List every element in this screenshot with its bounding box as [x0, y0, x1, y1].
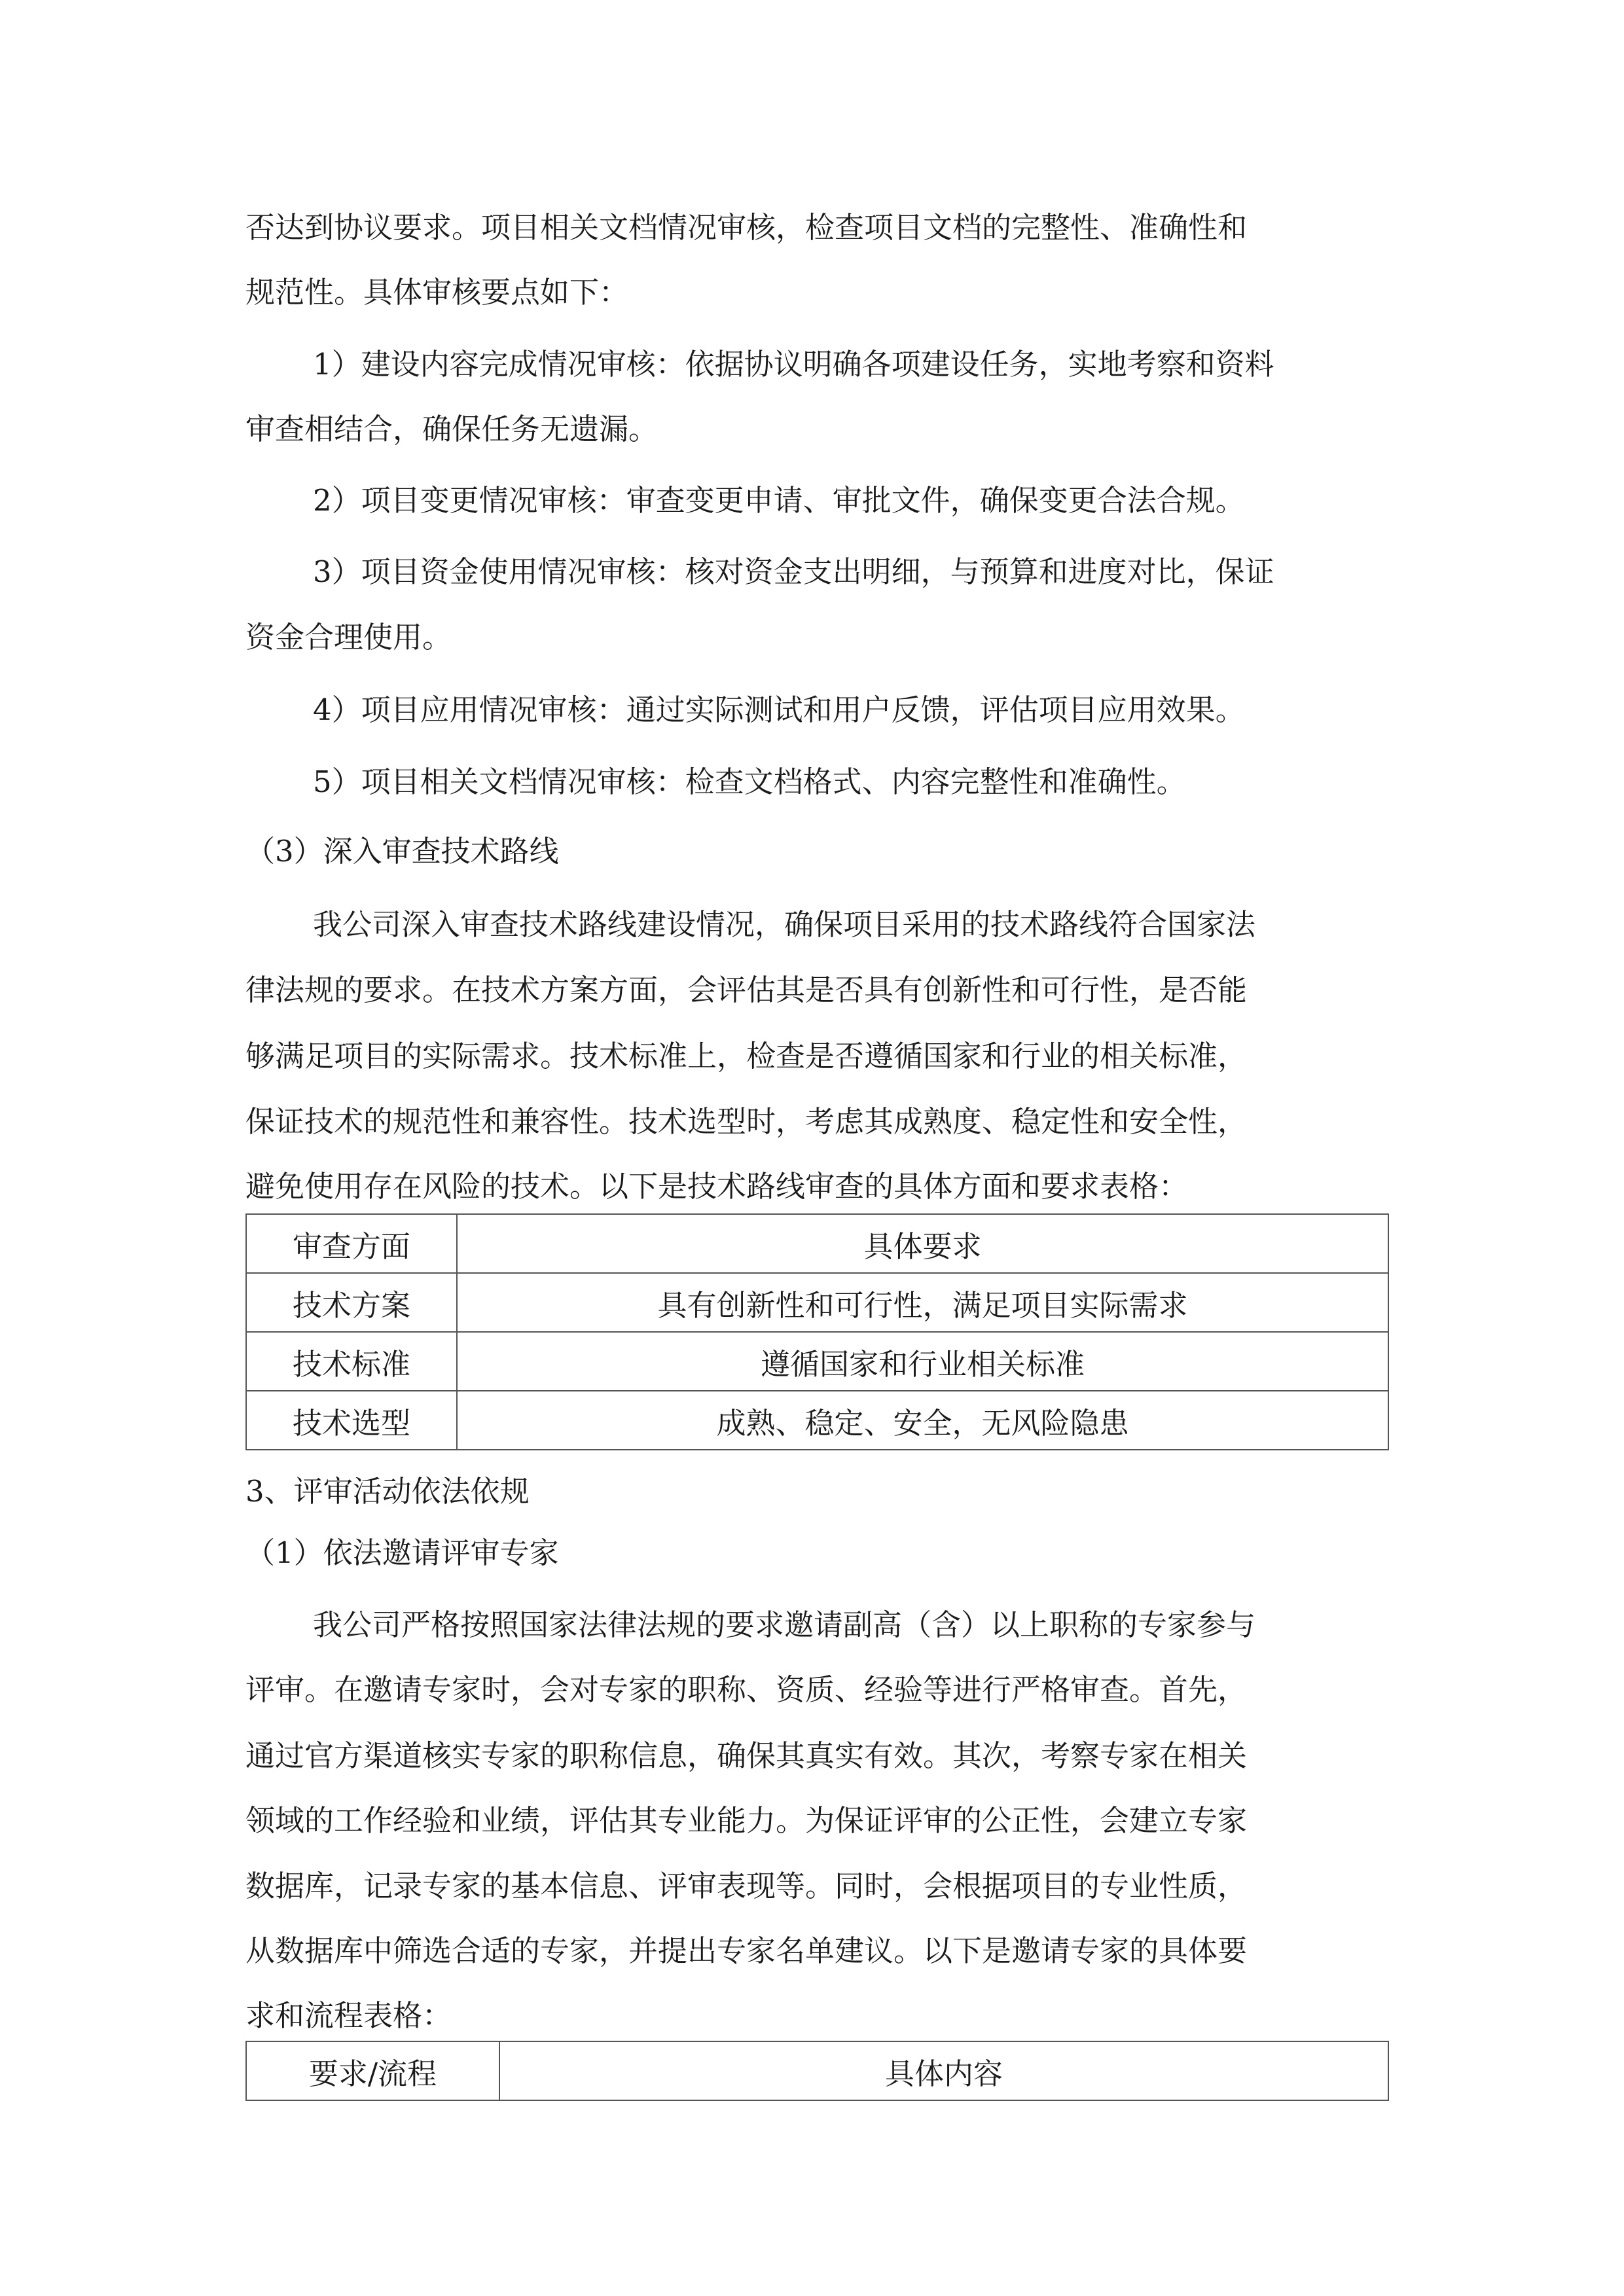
list-item-1: 1）建设内容完成情况审核：依据协议明确各项建设任务，实地考察和资料 — [313, 347, 1274, 382]
paragraph-line: 规范性。具体审核要点如下： — [245, 275, 629, 310]
table-row — [246, 1332, 1388, 1391]
paragraph-line: 资金合理使用。 — [245, 620, 452, 655]
table-header-cell: 要求/流程 — [246, 2041, 499, 2100]
paragraph-line: 我公司深入审查技术路线建设情况，确保项目采用的技术路线符合国家法 — [313, 907, 1256, 942]
paragraph-line: 审查相结合，确保任务无遗漏。 — [245, 412, 659, 446]
list-item-4: 4）项目应用情况审核：通过实际测试和用户反馈，评估项目应用效果。 — [313, 692, 1245, 727]
table-row — [246, 1273, 1388, 1332]
table-cell: 具有创新性和可行性，满足项目实际需求 — [457, 1273, 1388, 1332]
table-header-cell: 审查方面 — [246, 1214, 457, 1273]
table-header-row — [246, 2041, 1388, 2100]
table-cell: 成熟、稳定、安全，无风险隐患 — [457, 1391, 1388, 1450]
list-item-2: 2）项目变更情况审核：审查变更申请、审批文件，确保变更合法合规。 — [313, 483, 1245, 518]
paragraph-line: 我公司严格按照国家法律法规的要求邀请副高（含）以上职称的专家参与 — [313, 1607, 1256, 1642]
table-header-cell: 具体要求 — [457, 1214, 1388, 1273]
paragraph-line: 从数据库中筛选合适的专家，并提出专家名单建议。以下是邀请专家的具体要 — [245, 1933, 1248, 1968]
paragraph-line: 评审。在邀请专家时，会对专家的职称、资质、经验等进行严格审查。首先， — [245, 1672, 1248, 1707]
table-cell: 遵循国家和行业相关标准 — [457, 1332, 1388, 1391]
paragraph-line: 避免使用存在风险的技术。以下是技术路线审查的具体方面和要求表格： — [245, 1169, 1189, 1204]
paragraph-line: 数据库，记录专家的基本信息、评审表现等。同时，会根据项目的专业性质， — [245, 1869, 1248, 1903]
section-heading: 3、评审活动依法依规 — [245, 1474, 530, 1509]
table-cell: 技术标准 — [246, 1332, 457, 1391]
table-header-row — [246, 1214, 1388, 1273]
tech-review-table — [245, 1213, 1389, 1450]
paragraph-line: 求和流程表格： — [245, 1998, 452, 2033]
table-cell: 技术选型 — [246, 1391, 457, 1450]
paragraph-line: 领域的工作经验和业绩，评估其专业能力。为保证评审的公正性，会建立专家 — [245, 1803, 1248, 1838]
paragraph-line: 律法规的要求。在技术方案方面，会评估其是否具有创新性和可行性，是否能 — [245, 973, 1248, 1007]
table-cell: 技术方案 — [246, 1273, 457, 1332]
section-heading: （3）深入审查技术路线 — [245, 834, 559, 869]
list-item-3: 3）项目资金使用情况审核：核对资金支出明细，与预算和进度对比，保证 — [313, 554, 1274, 589]
expert-invitation-table — [245, 2041, 1389, 2101]
paragraph-line: 够满足项目的实际需求。技术标准上，检查是否遵循国家和行业的相关标准， — [245, 1039, 1248, 1073]
section-heading: （1）依法邀请评审专家 — [245, 1535, 559, 1570]
table-header-cell: 具体内容 — [499, 2041, 1388, 2100]
list-item-5: 5）项目相关文档情况审核：检查文档格式、内容完整性和准确性。 — [313, 764, 1186, 799]
paragraph-line: 否达到协议要求。项目相关文档情况审核，检查项目文档的完整性、准确性和 — [245, 210, 1248, 245]
table-row — [246, 1391, 1388, 1450]
paragraph-line: 保证技术的规范性和兼容性。技术选型时，考虑其成熟度、稳定性和安全性， — [245, 1104, 1248, 1139]
paragraph-line: 通过官方渠道核实专家的职称信息，确保其真实有效。其次，考察专家在相关 — [245, 1738, 1248, 1773]
